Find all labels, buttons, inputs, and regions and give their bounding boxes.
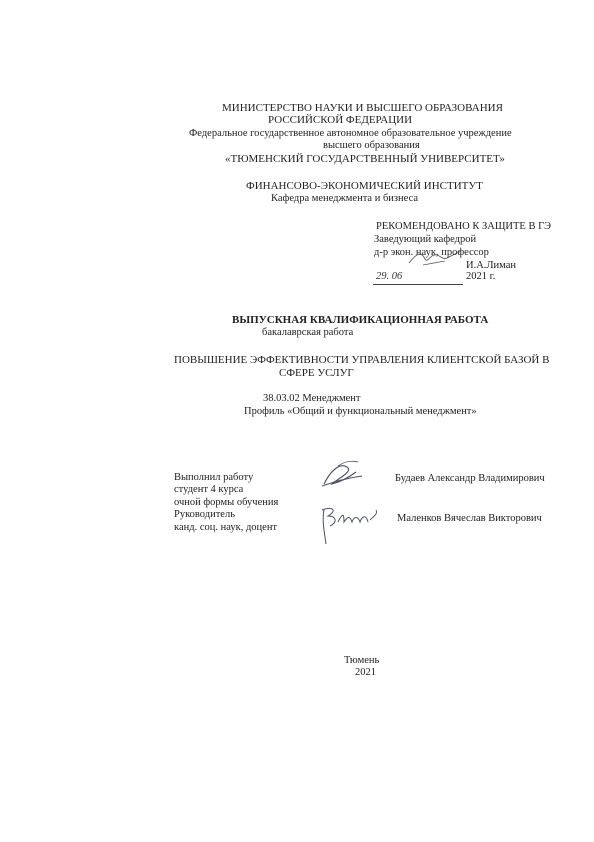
institute-name: ФИНАНСОВО-ЭКОНОМИЧЕСКИЙ ИНСТИТУТ (246, 180, 483, 192)
adviser-signature-icon (318, 500, 380, 548)
work-type: ВЫПУСКНАЯ КВАЛИФИКАЦИОННАЯ РАБОТА (232, 314, 489, 326)
university-name: «ТЮМЕНСКИЙ ГОСУДАРСТВЕННЫЙ УНИВЕРСИТЕТ» (225, 153, 505, 165)
topic-line-2: СФЕРЕ УСЛУГ (279, 367, 354, 379)
student-label-1: Выполнил работу (174, 472, 254, 483)
specialty: 38.03.02 Менеджмент (263, 393, 361, 404)
city: Тюмень (344, 655, 380, 666)
student-name: Будаев Александр Владимирович (395, 473, 545, 484)
adviser-label-1: Руководитель (174, 509, 235, 520)
institution-line-2: высшего образования (323, 140, 420, 151)
head-degree: д-р экон. наук, профессор (374, 247, 489, 258)
institution-line-1: Федеральное государственное автономное образовательное учреждение (189, 128, 512, 139)
head-name: И.А.Лиман (466, 260, 517, 271)
work-level: бакалаврская работа (262, 327, 354, 338)
student-label-2: студент 4 курса (174, 484, 244, 495)
ministry-line-1: МИНИСТЕРСТВО НАУКИ И ВЫСШЕГО ОБРАЗОВАНИЯ (222, 102, 503, 114)
adviser-label-2: канд. соц. наук, доцент (174, 522, 278, 533)
topic-line-1: ПОВЫШЕНИЕ ЭФФЕКТИВНОСТИ УПРАВЛЕНИЯ КЛИЕНТСКОЙ БАЗОЙ В (174, 354, 550, 366)
student-label-3: очной формы обучения (174, 497, 279, 508)
approval-date: 29. 06 (376, 271, 403, 282)
head-signature-icon (405, 247, 465, 269)
recommended-label: РЕКОМЕНДОВАНО К ЗАЩИТЕ В ГЭ (376, 221, 552, 232)
head-of-department-title: Заведующий кафедрой (374, 234, 477, 245)
student-signature-icon (318, 458, 366, 492)
adviser-name: Маленков Вячеслав Викторович (397, 513, 542, 524)
date-underline (373, 284, 463, 285)
profile: Профиль «Общий и функциональный менеджмент» (244, 406, 477, 417)
ministry-line-2: РОССИЙСКОЙ ФЕДЕРАЦИИ (268, 114, 413, 126)
department-name: Кафедра менеджмента и бизнеса (271, 193, 419, 204)
year: 2021 (355, 667, 376, 678)
approval-year: 2021 г. (466, 271, 496, 282)
